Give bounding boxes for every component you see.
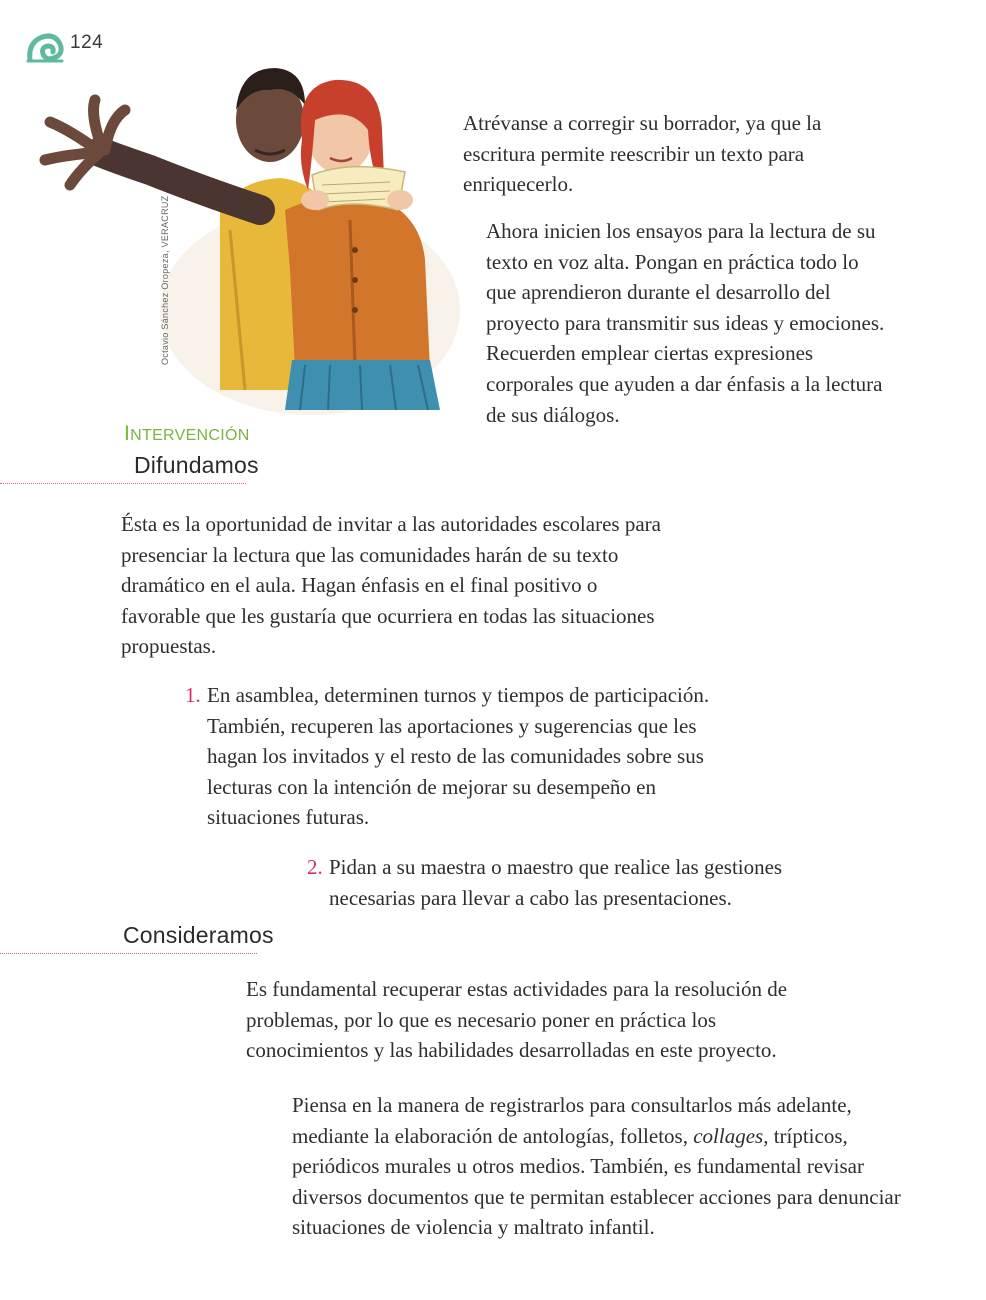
dotted-divider [0, 953, 257, 954]
list-number: 1. [185, 683, 201, 707]
intro-paragraph-2: Ahora inicien los ensayos para la lectura de su texto en voz alta. Pongan en práctica todo lo que aprendieron durante el desarrollo del proyecto para transmitir sus ideas y emociones. Recuerden emplear ciertas expresiones corporales que ayuden a dar énfasis a la lectura de sus diálogos. [486, 219, 885, 427]
section-label-rest: NTERVENCIÓN [130, 427, 250, 444]
heading-consideramos: Consideramos [123, 922, 274, 948]
difundamos-paragraph: Ésta es la oportunidad de invitar a las autoridades escolares para presenciar la lectura que las comunidades harán de su texto dramático en el aula. Hagan énfasis en el final positivo o favorable que les gustaría que ocurriera en todas las situaciones propuestas. [121, 512, 661, 659]
italic-term: collages [693, 1123, 764, 1148]
illustration-credit: Octavio Sánchez Oropeza, VERACRUZ [160, 195, 170, 365]
list-item-text: En asamblea, determinen turnos y tiempos de participación. También, recuperen las aportaciones y sugerencias que les hagan los invitados y el resto de las comunidades sobre sus lecturas con la intención de mejorar su desempeño en situaciones futuras. [207, 683, 710, 830]
paragraph-text: Piensa en la manera de registrarlos para consultarlos más adelante, mediante la elaboración de antologías, folletos, [292, 1093, 852, 1148]
list-item [185, 680, 745, 833]
list-item-text: Pidan a su maestra o maestro que realice las gestiones necesarias para llevar a cabo las presentaciones. [329, 855, 783, 910]
dotted-divider [0, 483, 246, 484]
list-item [307, 852, 827, 913]
consideramos-paragraph-1: Es fundamental recuperar estas actividades para la resolución de problemas, por lo que es necesario poner en práctica los conocimientos y las habilidades desarrolladas en este proyecto. [246, 977, 788, 1063]
section-label-initial: I [124, 422, 131, 445]
consideramos-paragraph-2 [292, 1090, 902, 1243]
intro-paragraph-1: Atrévanse a corregir su borrador, ya que la escritura permite reescribir un texto para enriquecerlo. [463, 111, 822, 197]
section-label-intervencion [124, 422, 250, 446]
heading-difundamos: Difundamos [134, 452, 259, 478]
paragraph-text: , trípticos, periódicos murales u otros medios. También, es fundamental revisar diversos documentos que te permitan establecer acciones para denunciar situaciones de violencia y maltrato infantil. [292, 1123, 901, 1240]
page-number: 124 [70, 32, 104, 53]
spiral-logo-icon [26, 30, 64, 64]
list-number: 2. [307, 855, 323, 879]
students-reading-illustration [30, 60, 460, 415]
